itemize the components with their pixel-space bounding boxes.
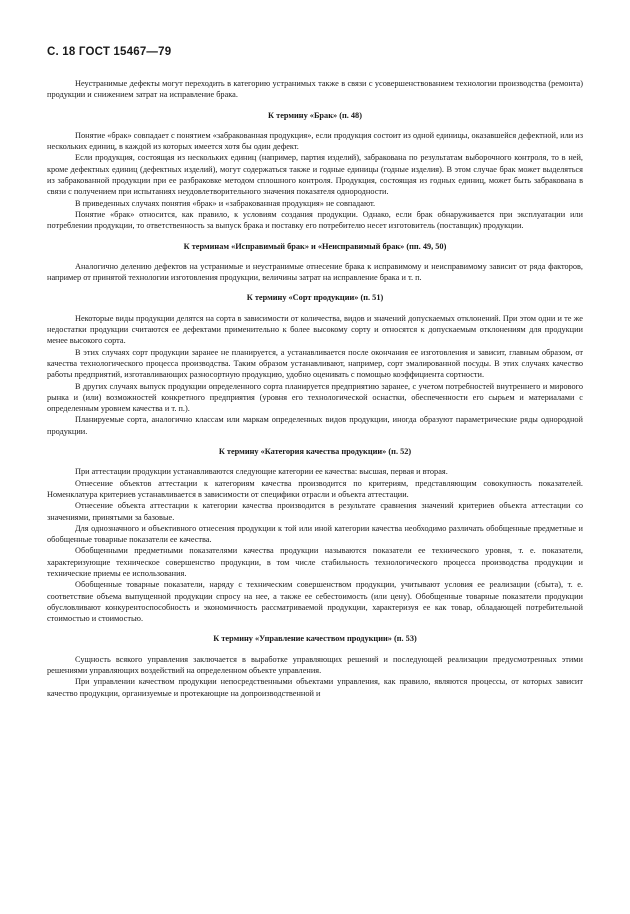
page-header: С. 18 ГОСТ 15467—79 — [47, 46, 172, 58]
paragraph: Отнесение объектов аттестации к категориям качества производится по критериям, представляющим совокупность показателей. Номенклатура критериев устанавливается в зависимости от специфики отрасли и объекта аттестации. — [47, 478, 583, 499]
paragraph: В других случаях выпуск продукции определенного сорта планируется предприятию заранее, с учетом потребностей внутреннего и мирового рынка и (или) возможностей конкретного предприятия (уровня его технологической оснастки, обеспеченности его сырьем и материалами с определенным уровнем качества и т. п.). — [47, 381, 583, 414]
paragraph: В этих случаях сорт продукции заранее не планируется, а устанавливается после окончания ее изготовления и зависит, главным образом, от качества технологического процесса производства. Таким образом устанавливают, например, сорт эмалированной посуды. В этих случаях качество работы предприятий, изготавливающих разносортную продукцию, удобно оценивать с помощью коэффициента сортности. — [47, 347, 583, 380]
paragraph: При аттестации продукции устанавливаются следующие категории ее качества: высшая, первая и вторая. — [75, 467, 448, 477]
paragraph: Некоторые виды продукции делятся на сорта в зависимости от количества, видов и значений допускаемых отклонений. При этом одни и те же недостатки продукции считаются ее дефектами применительно к более высокому сорту и относятся к допускаемым отклонениям для продукции менее высокого сорта. — [47, 313, 583, 346]
paragraph: Понятие «брак» совпадает с понятием «забракованная продукция», если продукция состоит из одной единицы, оказавшейся дефектной, или из нескольких единиц, в каждой из которых имеется хотя бы один дефект. — [47, 130, 583, 152]
section-heading-kategoriya: К термину «Категория качества продукции» (п. 52) — [218, 447, 412, 457]
paragraph: При управлении качеством продукции непосредственными объектами управления, как правило, являются процессы, от которых зависит качество продукции, организуемые и протекающие на допроизводственной и — [47, 677, 583, 698]
paragraph: Аналогично делению дефектов на устранимые и неустранимые отнесение брака к исправимому и неисправимому зависит от ряда факторов, например от принятой технологии изготовления продукции, величины затрат на исправление брака и т. п. — [47, 261, 583, 283]
section-heading-ispravimyi-brak: К терминам «Исправимый брак» и «Неисправимый брак» (пп. 49, 50) — [183, 241, 447, 251]
paragraph: Обобщенными предметными показателями качества продукции называются показатели ее технического уровня, т. е. показатели, характеризующие техническое совершенство продукции, в том числе стабильность технологического процесса производства продукции и технические приемы ее использования. — [47, 546, 583, 578]
paragraph: В приведенных случаях понятия «брак» и «забракованная продукция» не совпадают. — [75, 198, 376, 208]
paragraph: Для однозначного и объективного отнесения продукции к той или иной категории качества необходимо различать обобщенные предметные и обобщенные товарные показатели ее качества. — [47, 523, 583, 545]
document-body — [47, 78, 583, 699]
paragraph: Планируемые сорта, аналогично классам или маркам определенных видов продукции, иногда образуют параметрические ряды однородной продукции. — [47, 415, 583, 436]
paragraph: Сущность всякого управления заключается в выработке управляющих решений и последующей реализации предусмотренных этими решениями управляющих воздействий на определенном объекте управления. — [47, 654, 583, 676]
paragraph: Обобщенные товарные показатели, наряду с техническим совершенством продукции, учитывают условия ее реализации (сбыта), т. е. соответствие объема выпущенной продукции спросу на нее, а также ее себестоимость (или цену). Обобщенные товарные показатели продукции обусловливают конкурентоспособность и экономичность рассматриваемой продукции, характеризуя ее как товар, обладающей потребительной стоимостью и стоимостью. — [47, 580, 583, 624]
paragraph: Если продукция, состоящая из нескольких единиц (например, партия изделий), забракована по результатам выборочного контроля, то в ней, кроме дефектных единиц (дефектных изделий), могут содержаться также и годные единицы (годные изделия). В этом случае брак может выделяться из забракованной продукции при ее разбраковке методом сплошного контроля. Продукция, состоящая из годных единиц, может быть забракована в связи с получением при испытаниях неудовлетворительного значения показателя однородности. — [47, 153, 583, 197]
section-heading-brak: К термину «Брак» (п. 48) — [268, 110, 362, 120]
paragraph: Понятие «брак» относится, как правило, к условиям создания продукции. Однако, если брак обнаруживается при эксплуатации или потреблении продукции, то ответственность за выпуск брака и поставку его потребителю несет изготовитель (поставщик) продукции. — [47, 209, 583, 231]
intro-paragraph: Неустранимые дефекты могут переходить в категорию устранимых также в связи с усовершенствованием технологии производства (ремонта) продукции и снижением затрат на исправление брака. — [47, 79, 583, 100]
section-heading-upravlenie: К термину «Управление качеством продукции» (п. 53) — [213, 634, 417, 644]
paragraph: Отнесение объекта аттестации к категории качества производится в результате сравнения значений критериев объекта аттестации со значениями, принятыми за базовые. — [47, 501, 583, 522]
section-heading-sort: К термину «Сорт продукции» (п. 51) — [246, 293, 384, 303]
